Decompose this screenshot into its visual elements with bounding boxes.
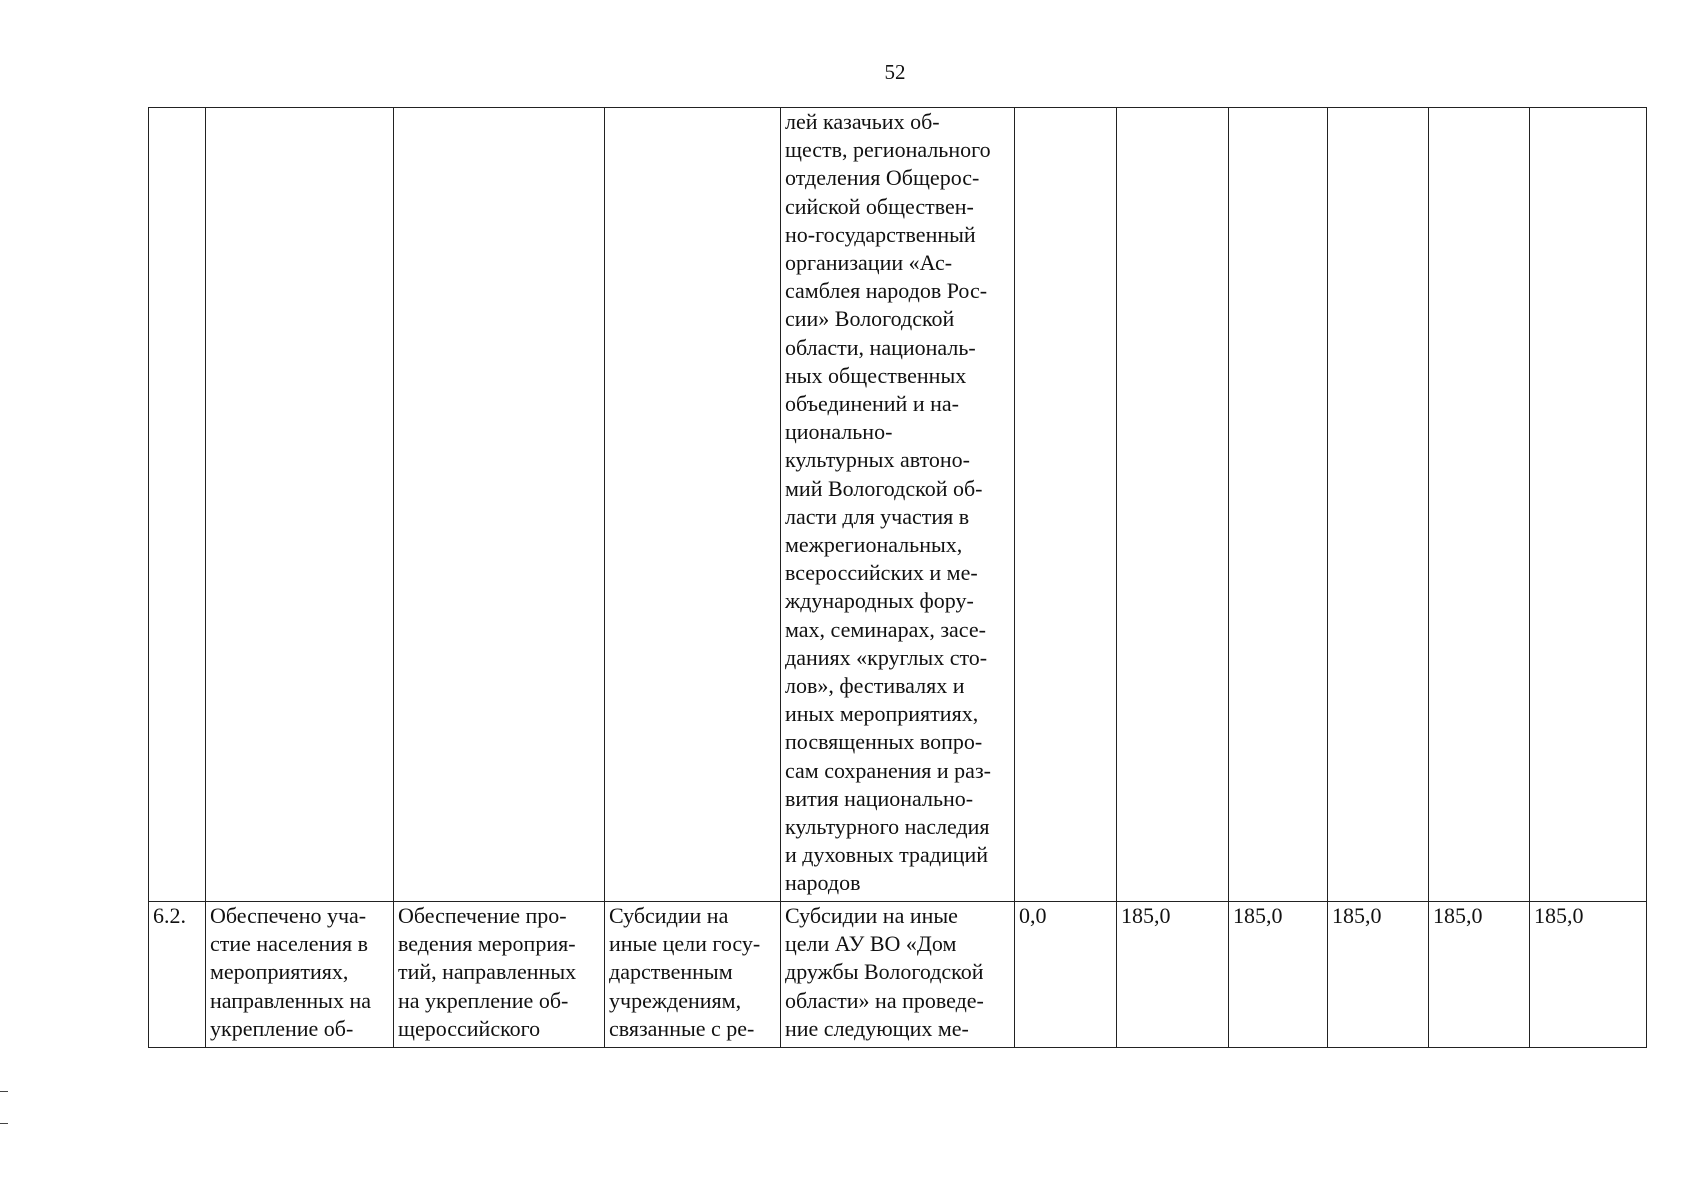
cell-funding-type bbox=[605, 108, 781, 902]
margin-mark bbox=[0, 1091, 8, 1092]
cell-value-1: 0,0 bbox=[1015, 902, 1117, 1048]
cell-activity: Обеспечение про- ведения мероприя- тий, направленных на укрепление об- щероссийского bbox=[394, 902, 605, 1048]
cell-value-5 bbox=[1429, 108, 1530, 902]
cell-value-3 bbox=[1229, 108, 1328, 902]
cell-result bbox=[206, 108, 394, 902]
page-number: 52 bbox=[884, 60, 906, 84]
cell-activity bbox=[394, 108, 605, 902]
cell-description: лей казачьих об- ществ, регионального отделения Общерос- сийской обществен- но-государственный организации «Ас- самблея народов Рос- сии» Вологодской области, националь- ных общественных объединений и на- ционально- культурных автоно- мий Вологодской об- ласти для участия в межрегиональных, всероссийских и ме- ждународных фору- мах, семинарах, засе- даниях «круглых сто- лов», фестивалях и иных мероприятиях, посвященных вопро- сам сохранения и раз- вития национально- культурного наследия и духовных традиций народов bbox=[781, 108, 1015, 902]
cell-value-3: 185,0 bbox=[1229, 902, 1328, 1048]
cell-value-2 bbox=[1117, 108, 1229, 902]
cell-value-1 bbox=[1015, 108, 1117, 902]
program-table bbox=[148, 107, 1647, 1048]
cell-value-4 bbox=[1328, 108, 1429, 902]
cell-value-5: 185,0 bbox=[1429, 902, 1530, 1048]
margin-mark bbox=[0, 1123, 8, 1124]
cell-value-2: 185,0 bbox=[1117, 902, 1229, 1048]
cell-value-4: 185,0 bbox=[1328, 902, 1429, 1048]
cell-funding-type: Субсидии на иные цели госу- дарственным учреждениям, связанные с ре- bbox=[605, 902, 781, 1048]
cell-value-6 bbox=[1530, 108, 1647, 902]
cell-number: 6.2. bbox=[149, 902, 206, 1048]
table-row-6-2 bbox=[149, 902, 1647, 1048]
cell-result: Обеспечено уча- стие населения в мероприятиях, направленных на укрепление об- bbox=[206, 902, 394, 1048]
cell-description: Субсидии на иные цели АУ ВО «Дом дружбы Вологодской области» на проведе- ние следующих ме- bbox=[781, 902, 1015, 1048]
cell-number bbox=[149, 108, 206, 902]
table-row-continuation bbox=[149, 108, 1647, 902]
cell-value-6: 185,0 bbox=[1530, 902, 1647, 1048]
